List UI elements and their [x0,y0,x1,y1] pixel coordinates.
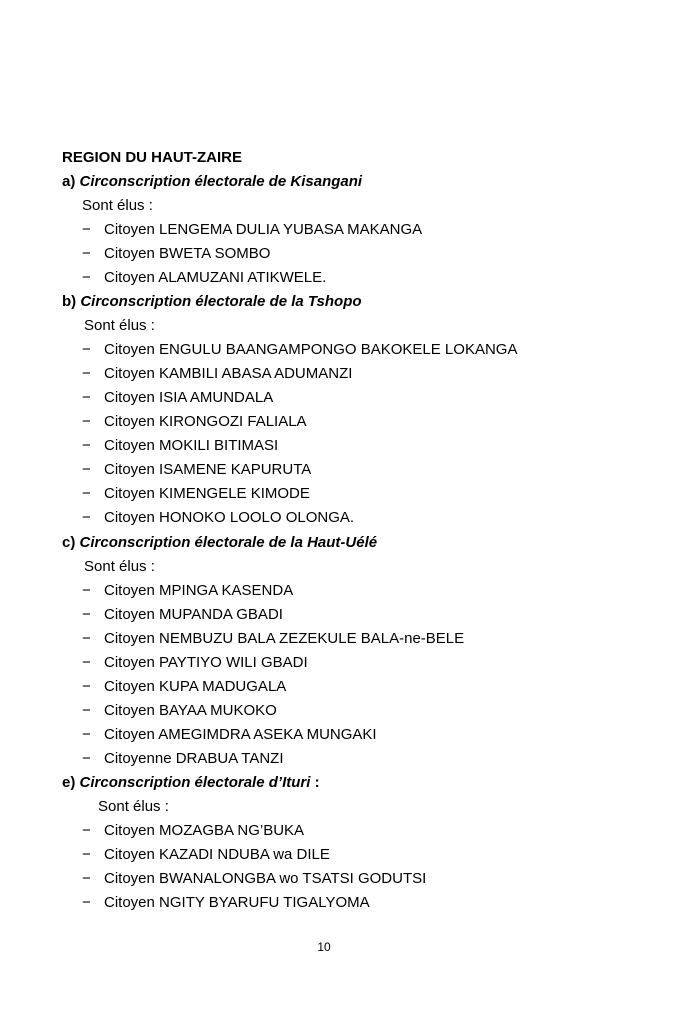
section-title: Circonscription électorale d’Ituri [79,774,311,791]
section-letter: c) [62,534,76,551]
member-list [62,579,682,771]
dash-bullet: − [82,245,91,262]
list-item [62,867,682,891]
elected-label: Sont élus : [82,197,153,214]
dash-bullet: − [82,461,91,478]
member-name: Citoyen KAMBILI ABASA ADUMANZI [104,365,353,382]
section-letter: a) [62,173,76,190]
member-name: Citoyen PAYTIYO WILI GBADI [104,654,308,671]
dash-bullet: − [82,365,91,382]
list-item [62,458,682,482]
elected-label: Sont élus : [84,558,155,575]
section-heading [62,771,682,795]
member-name: Citoyenne DRABUA TANZI [104,750,284,767]
list-item [62,506,682,530]
member-name: Citoyen LENGEMA DULIA YUBASA MAKANGA [104,221,423,238]
member-name: Citoyen MPINGA KASENDA [104,582,294,599]
region-title: REGION DU HAUT-ZAIRE [62,149,242,166]
page-number: 10 [317,940,331,954]
member-name: Citoyen MOZAGBA NG’BUKA [104,822,305,839]
section-suffix: : [310,774,320,791]
section-title: Circonscription électorale de Kisangani [79,173,363,190]
section-ituri [62,771,682,915]
dash-bullet: − [82,822,91,839]
list-item [62,218,682,242]
section-heading [62,290,682,314]
list-item [62,627,682,651]
list-item [62,747,682,771]
list-item [62,651,682,675]
member-name: Citoyen NEMBUZU BALA ZEZEKULE BALA-ne-BELE [104,630,465,647]
list-item [62,338,682,362]
member-name: Citoyen NGITY BYARUFU TIGALYOMA [104,894,370,911]
dash-bullet: − [82,437,91,454]
dash-bullet: − [82,654,91,671]
member-name: Citoyen ALAMUZANI ATIKWELE. [104,269,327,286]
list-item [62,675,682,699]
member-name: Citoyen HONOKO LOOLO OLONGA. [104,509,355,526]
list-item [62,242,682,266]
section-title: Circonscription électorale de la Haut-Uélé [79,534,378,551]
dash-bullet: − [82,485,91,502]
list-item [62,434,682,458]
dash-bullet: − [82,341,91,358]
member-list [62,338,682,530]
list-item [62,266,682,290]
member-name: Citoyen AMEGIMDRA ASEKA MUNGAKI [104,726,377,743]
member-list [62,819,682,915]
dash-bullet: − [82,413,91,430]
member-name: Citoyen KIMENGELE KIMODE [104,485,310,502]
list-item [62,579,682,603]
section-kisangani [62,170,682,290]
member-name: Citoyen ENGULU BAANGAMPONGO BAKOKELE LOKANGA [104,341,518,358]
list-item [62,362,682,386]
member-name: Citoyen MUPANDA GBADI [104,606,283,623]
list-item [62,699,682,723]
section-haut-uele [62,531,682,771]
dash-bullet: − [82,894,91,911]
section-heading [62,170,682,194]
dash-bullet: − [82,582,91,599]
list-item [62,482,682,506]
elected-label: Sont élus : [98,798,169,815]
dash-bullet: − [82,678,91,695]
member-name: Citoyen KIRONGOZI FALIALA [104,413,307,430]
dash-bullet: − [82,702,91,719]
dash-bullet: − [82,221,91,238]
list-item [62,723,682,747]
list-item [62,891,682,915]
section-heading [62,531,682,555]
list-item [62,386,682,410]
member-name: Citoyen ISAMENE KAPURUTA [104,461,312,478]
section-letter: e) [62,774,76,791]
dash-bullet: − [82,750,91,767]
dash-bullet: − [82,846,91,863]
dash-bullet: − [82,509,91,526]
member-name: Citoyen BAYAA MUKOKO [104,702,277,719]
member-name: Citoyen BWANALONGBA wo TSATSI GODUTSI [104,870,427,887]
member-name: Citoyen KUPA MADUGALA [104,678,287,695]
list-item [62,603,682,627]
list-item [62,410,682,434]
dash-bullet: − [82,389,91,406]
list-item [62,819,682,843]
dash-bullet: − [82,606,91,623]
section-tshopo [62,290,682,530]
member-name: Citoyen ISIA AMUNDALA [104,389,274,406]
section-title: Circonscription électorale de la Tshopo [80,293,362,310]
elected-label: Sont élus : [84,317,155,334]
dash-bullet: − [82,630,91,647]
list-item [62,843,682,867]
member-list [62,218,682,290]
section-letter: b) [62,293,77,310]
dash-bullet: − [82,870,91,887]
member-name: Citoyen BWETA SOMBO [104,245,271,262]
dash-bullet: − [82,726,91,743]
member-name: Citoyen KAZADI NDUBA wa DILE [104,846,330,863]
member-name: Citoyen MOKILI BITIMASI [104,437,279,454]
dash-bullet: − [82,269,91,286]
